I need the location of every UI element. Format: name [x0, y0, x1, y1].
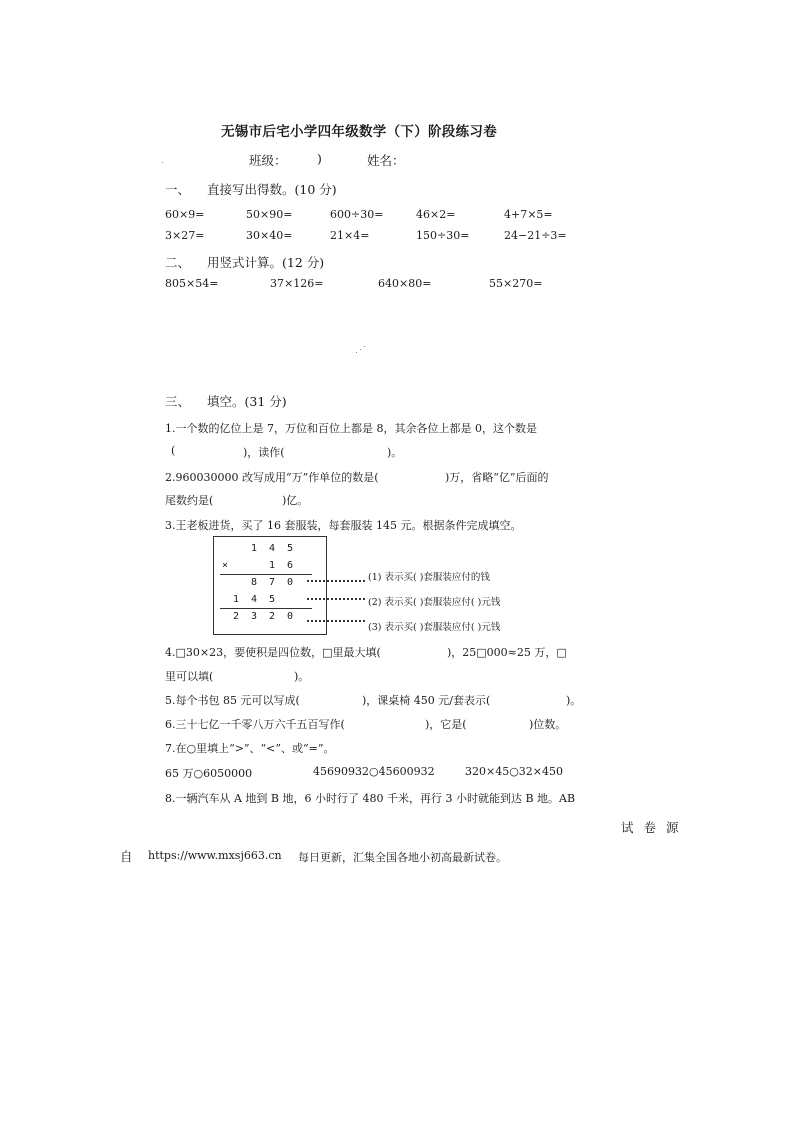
scan-speck: [360, 349, 361, 350]
question-2-line-2b: )亿。: [282, 494, 309, 507]
section2-heading: 用竖式计算。(12 分): [207, 255, 325, 270]
calc-digit: 1: [251, 543, 258, 554]
calc-note-2: (2) 表示买( )套服装应付( )元钱: [368, 597, 501, 608]
question-1-line-1: 1.一个数的亿位上是 7，万位和百位上都是 8，其余各位上都是 0，这个数是: [165, 422, 537, 435]
compare-item: 45690932○45600932: [313, 765, 435, 778]
question-3-line: 3.王老板进货，买了 16 套服装，每套服装 145 元。根据条件完成填空。: [165, 519, 522, 532]
calc-note-1: (1) 表示买( )套服装应付的钱: [368, 572, 490, 583]
calc-item: 21×4=: [330, 229, 370, 242]
calc-item: 46×2=: [416, 208, 456, 221]
dotted-leader: [307, 620, 365, 622]
question-1-blank-open: (: [171, 444, 176, 457]
multiply-sign: ×: [222, 560, 229, 571]
section3-heading: 填空。(31 分): [207, 394, 287, 409]
calc-digit: 2: [269, 611, 276, 622]
calc-item: 60×9=: [165, 208, 205, 221]
question-2-line-1a: 2.960030000 改写成用“万”作单位的数是(: [165, 471, 379, 484]
dotted-leader: [307, 580, 365, 582]
question-5-c: )。: [566, 694, 582, 707]
question-6-c: )位数。: [529, 718, 567, 731]
calc-digit: 8: [251, 577, 258, 588]
vertical-calc-item: 805×54=: [165, 277, 219, 290]
question-7: 7.在○里填上“>”、“<”、或“=”。: [165, 742, 335, 755]
question-4-line-2b: )。: [294, 670, 310, 683]
compare-item: 65 万○6050000: [165, 767, 253, 780]
calc-item: 150÷30=: [416, 229, 470, 242]
calc-item: 50×90=: [246, 208, 293, 221]
name-label: 姓名：: [367, 153, 405, 168]
question-6-b: )，它是(: [425, 718, 467, 731]
scan-speck: [364, 346, 365, 347]
question-5-a: 5.每个书包 85 元可以写成(: [165, 694, 300, 707]
class-label: 班级：: [249, 153, 287, 168]
calc-digit: 3: [251, 611, 258, 622]
calc-note-3: (3) 表示买( )套服装应付( )元钱: [368, 622, 501, 633]
vertical-calc-item: 55×270=: [489, 277, 543, 290]
section3-number: 三、: [165, 394, 191, 409]
dotted-leader: [307, 598, 365, 600]
compare-item: 320×45○32×450: [465, 765, 564, 778]
question-1-blank-close: )。: [387, 446, 403, 459]
class-paren: ): [317, 151, 322, 166]
exam-title: 无锡市后宅小学四年级数学（下）阶段练习卷: [221, 124, 497, 140]
section1-heading: 直接写出得数。(10 分): [207, 182, 337, 197]
section2-number: 二、: [165, 255, 191, 270]
footer-url: https://www.mxsj663.cn: [148, 849, 282, 862]
question-4-line-2a: 里可以填(: [165, 670, 214, 683]
footer-left-char: 自: [120, 849, 133, 864]
question-4-line-1a: 4.□30×23，要使积是四位数，□里最大填(: [165, 646, 381, 659]
question-1-read-as: )，读作(: [243, 446, 285, 459]
calc-digit: 2: [233, 611, 240, 622]
question-6-a: 6.三十七亿一千零八万六千五百写作(: [165, 718, 345, 731]
footer-source-right: 试 卷 源: [621, 820, 682, 835]
question-5-b: )，课桌椅 450 元/套表示(: [362, 694, 491, 707]
calc-digit: 1: [233, 594, 240, 605]
vertical-calc-item: 640×80=: [378, 277, 432, 290]
calc-digit: 0: [287, 611, 294, 622]
question-2-line-1b: )万，省略“亿”后面的: [445, 471, 549, 484]
calc-digit: 6: [287, 560, 294, 571]
calc-rule: [220, 608, 312, 609]
scan-speck: [356, 352, 357, 353]
calc-digit: 0: [287, 577, 294, 588]
calc-item: 3×27=: [165, 229, 205, 242]
calc-digit: 4: [269, 543, 276, 554]
calc-item: 24−21÷3=: [504, 229, 567, 242]
scan-speck: [162, 162, 163, 163]
calc-item: 600÷30=: [330, 208, 384, 221]
calc-digit: 4: [251, 594, 258, 605]
calc-rule: [220, 574, 312, 575]
question-2-line-2a: 尾数约是(: [165, 494, 214, 507]
calc-digit: 1: [269, 560, 276, 571]
calc-item: 30×40=: [246, 229, 293, 242]
footer-slogan: 每日更新，汇集全国各地小初高最新试卷。: [298, 851, 507, 864]
calc-digit: 5: [287, 543, 294, 554]
calc-digit: 7: [269, 577, 276, 588]
question-4-line-1b: )，25□000≈25 万，□: [447, 646, 567, 659]
calc-item: 4+7×5=: [504, 208, 553, 221]
vertical-calc-item: 37×126=: [270, 277, 324, 290]
question-8: 8.一辆汽车从 A 地到 B 地，6 小时行了 480 千米，再行 3 小时就能到达 B 地。AB: [165, 792, 576, 805]
section1-number: 一、: [165, 182, 191, 197]
calc-digit: 5: [269, 594, 276, 605]
